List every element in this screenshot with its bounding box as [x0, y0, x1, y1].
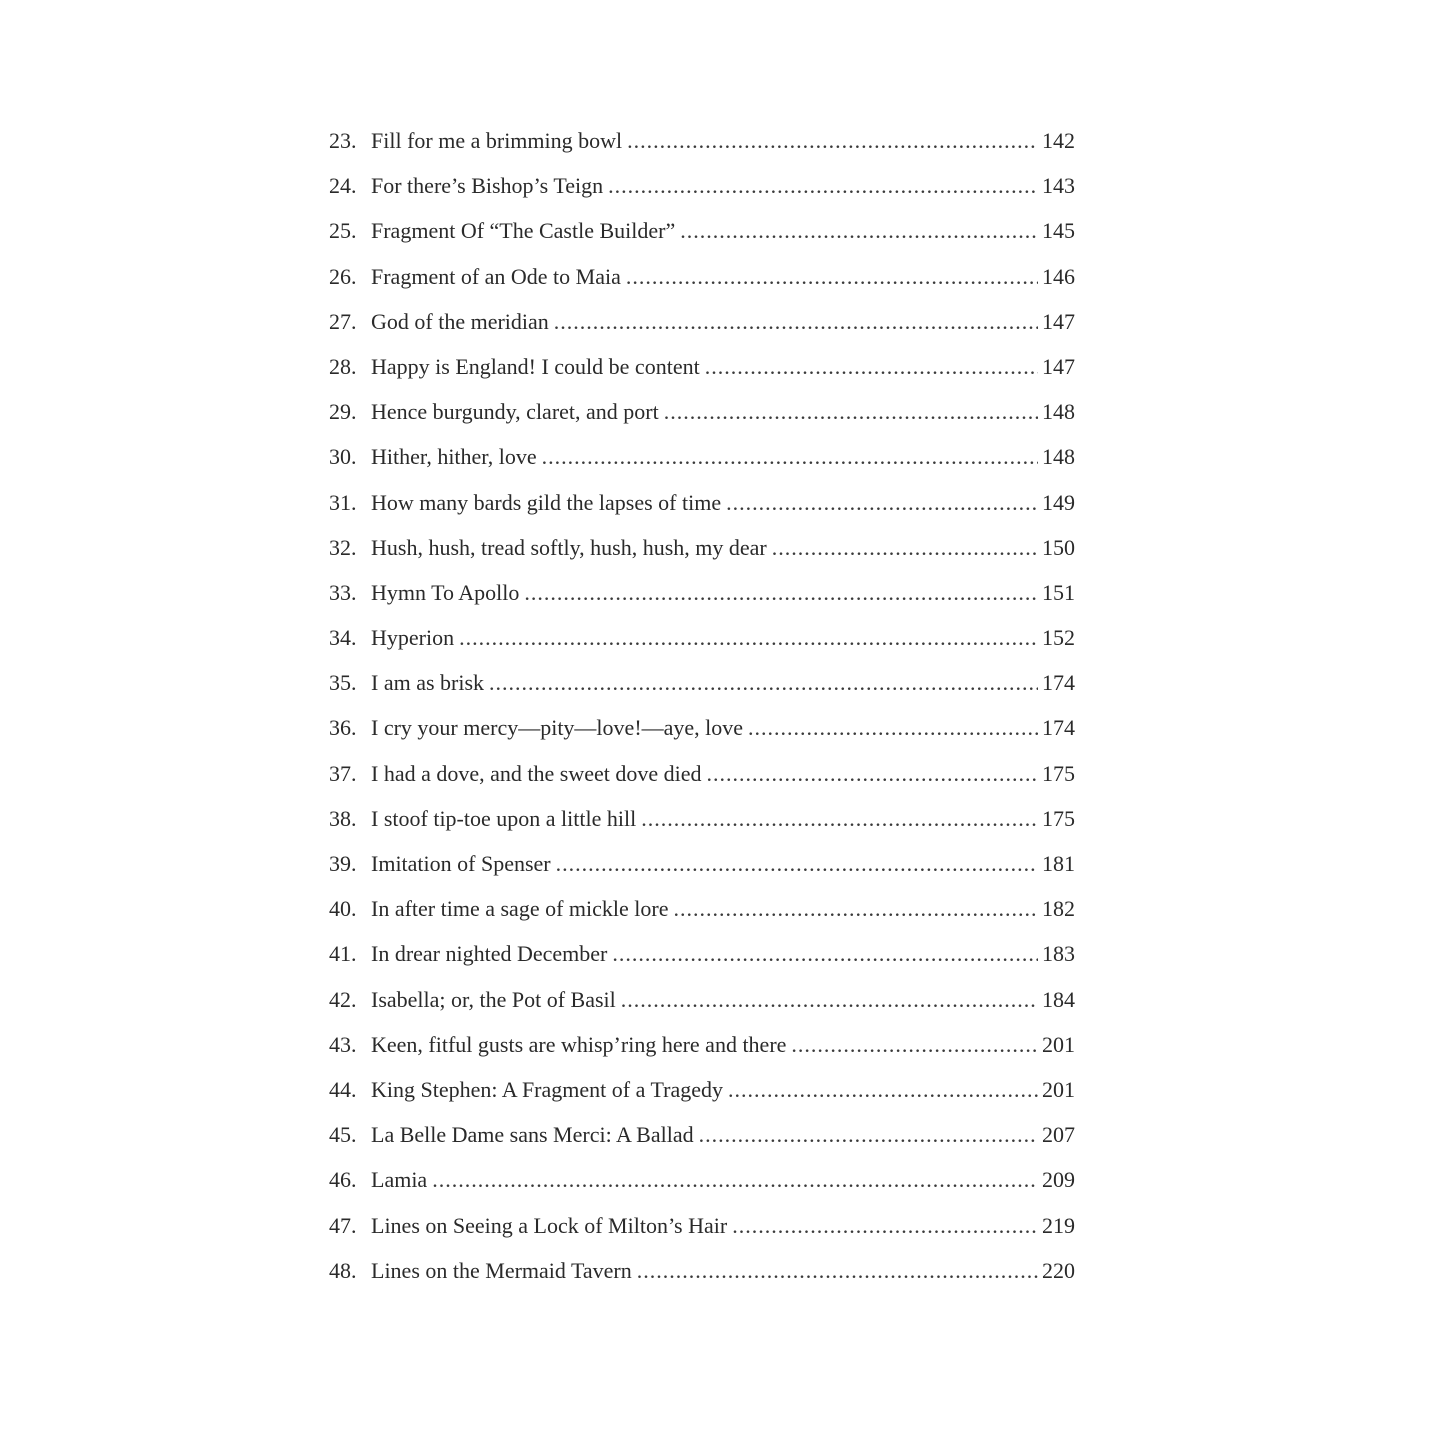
dot-leader: [726, 480, 1038, 525]
toc-entry: [329, 480, 1075, 525]
toc-entry: [329, 525, 1075, 570]
entry-title: La Belle Dame sans Merci: A Ballad: [371, 1122, 694, 1148]
toc-entry: [329, 1112, 1075, 1157]
entry-number: 37.: [329, 760, 357, 786]
dot-leader: [489, 660, 1038, 705]
entry-number: 24.: [329, 173, 357, 199]
entry-page-number: 182: [1042, 896, 1075, 922]
entry-page-number: 201: [1042, 1031, 1075, 1057]
toc-entry: [329, 615, 1075, 660]
entry-title: Happy is England! I could be content: [371, 353, 700, 379]
entry-page-number: 146: [1042, 263, 1075, 289]
entry-page-number: 175: [1042, 760, 1075, 786]
dot-leader: [699, 1112, 1038, 1157]
dot-leader: [791, 1022, 1038, 1067]
dot-leader: [459, 615, 1038, 660]
toc-entry: [329, 1248, 1075, 1293]
entry-title: Hymn To Apollo: [371, 579, 520, 605]
dot-leader: [680, 208, 1038, 253]
entry-page-number: 142: [1042, 128, 1075, 153]
dot-leader: [705, 344, 1038, 389]
entry-title: Fragment of an Ode to Maia: [371, 263, 621, 289]
entry-number: 36.: [329, 715, 357, 741]
entry-title: Hence burgundy, claret, and port: [371, 399, 659, 425]
entry-number: 25.: [329, 218, 357, 244]
entry-title: Lines on the Mermaid Tavern: [371, 1257, 632, 1283]
dot-leader: [732, 1203, 1038, 1248]
toc-entry: [329, 163, 1075, 208]
toc-entry: [329, 254, 1075, 299]
entry-title: In drear nighted December: [371, 941, 608, 967]
entry-number: 30.: [329, 444, 357, 470]
entry-title: I had a dove, and the sweet dove died: [371, 760, 702, 786]
toc-entry: [329, 796, 1075, 841]
toc-entry: [329, 1203, 1075, 1248]
dot-leader: [664, 389, 1038, 434]
entry-page-number: 149: [1042, 489, 1075, 515]
dot-leader: [707, 751, 1039, 796]
entry-number: 40.: [329, 896, 357, 922]
entry-page-number: 220: [1042, 1257, 1075, 1283]
entry-title: King Stephen: A Fragment of a Tragedy: [371, 1076, 723, 1102]
entry-page-number: 143: [1042, 173, 1075, 199]
entry-page-number: 174: [1042, 670, 1075, 696]
toc-entry: [329, 1157, 1075, 1202]
entry-number: 23.: [329, 128, 357, 153]
entry-page-number: 209: [1042, 1167, 1075, 1193]
entry-title: I am as brisk: [371, 670, 485, 696]
toc-entry: [329, 208, 1075, 253]
entry-number: 45.: [329, 1122, 357, 1148]
entry-page-number: 184: [1042, 986, 1075, 1012]
entry-number: 42.: [329, 986, 357, 1012]
toc-entry: [329, 1067, 1075, 1112]
entry-number: 48.: [329, 1257, 357, 1283]
entry-number: 46.: [329, 1167, 357, 1193]
toc-entry: [329, 389, 1075, 434]
entry-page-number: 151: [1042, 579, 1075, 605]
entry-page-number: 147: [1042, 353, 1075, 379]
toc-entry: [329, 570, 1075, 615]
entry-title: Lamia: [371, 1167, 428, 1193]
dot-leader: [641, 796, 1038, 841]
dot-leader: [524, 570, 1038, 615]
entry-page-number: 201: [1042, 1076, 1075, 1102]
entry-page-number: 175: [1042, 805, 1075, 831]
entry-number: 43.: [329, 1031, 357, 1057]
toc-entry: [329, 705, 1075, 750]
toc-entry: [329, 344, 1075, 389]
entry-title: Fill for me a brimming bowl: [371, 128, 623, 153]
entry-title: I cry your mercy—pity—love!—aye, love: [371, 715, 744, 741]
dot-leader: [673, 886, 1038, 931]
entry-number: 33.: [329, 579, 357, 605]
toc-entry: [329, 841, 1075, 886]
entry-number: 35.: [329, 670, 357, 696]
entry-number: 26.: [329, 263, 357, 289]
toc-entry: [329, 118, 1075, 163]
entry-number: 38.: [329, 805, 357, 831]
toc-entry: [329, 931, 1075, 976]
entry-title: Fragment Of “The Castle Builder”: [371, 218, 676, 244]
entry-title: In after time a sage of mickle lore: [371, 896, 669, 922]
entry-number: 28.: [329, 353, 357, 379]
toc-entry: [329, 299, 1075, 344]
entry-page-number: 148: [1042, 444, 1075, 470]
entry-title: Keen, fitful gusts are whisp’ring here and there: [371, 1031, 787, 1057]
entry-number: 34.: [329, 625, 357, 651]
entry-title: God of the meridian: [371, 308, 549, 334]
dot-leader: [554, 299, 1038, 344]
entry-title: Hush, hush, tread softly, hush, hush, my dear: [371, 534, 767, 560]
toc-entry: [329, 660, 1075, 705]
dot-leader: [626, 254, 1038, 299]
entry-page-number: 174: [1042, 715, 1075, 741]
dot-leader: [432, 1157, 1038, 1202]
entry-page-number: 207: [1042, 1122, 1075, 1148]
entry-number: 41.: [329, 941, 357, 967]
dot-leader: [542, 434, 1038, 479]
entry-page-number: 219: [1042, 1212, 1075, 1238]
entry-number: 32.: [329, 534, 357, 560]
entry-page-number: 145: [1042, 218, 1075, 244]
entry-number: 47.: [329, 1212, 357, 1238]
entry-page-number: 148: [1042, 399, 1075, 425]
dot-leader: [627, 118, 1038, 163]
entry-title: Isabella; or, the Pot of Basil: [371, 986, 616, 1012]
entry-title: I stoof tip-toe upon a little hill: [371, 805, 637, 831]
entry-number: 39.: [329, 851, 357, 876]
entry-number: 44.: [329, 1076, 357, 1102]
entry-title: How many bards gild the lapses of time: [371, 489, 722, 515]
entry-title: Hyperion: [371, 625, 455, 651]
dot-leader: [637, 1248, 1038, 1293]
entry-number: 29.: [329, 399, 357, 425]
dot-leader: [772, 525, 1038, 570]
entry-page-number: 150: [1042, 534, 1075, 560]
dot-leader: [748, 705, 1038, 750]
toc-entry: [329, 434, 1075, 479]
dot-leader: [556, 841, 1038, 886]
entry-title: Imitation of Spenser: [371, 851, 551, 876]
entry-page-number: 152: [1042, 625, 1075, 651]
entry-title: Hither, hither, love: [371, 444, 537, 470]
entry-title: Lines on Seeing a Lock of Milton’s Hair: [371, 1212, 728, 1238]
table-of-contents: [329, 118, 1075, 1293]
toc-entry: [329, 751, 1075, 796]
toc-entry: [329, 1022, 1075, 1067]
toc-entry: [329, 886, 1075, 931]
entry-page-number: 147: [1042, 308, 1075, 334]
toc-entry: [329, 977, 1075, 1022]
dot-leader: [608, 163, 1038, 208]
entry-title: For there’s Bishop’s Teign: [371, 173, 604, 199]
dot-leader: [612, 931, 1038, 976]
entry-page-number: 181: [1042, 851, 1075, 876]
dot-leader: [621, 977, 1038, 1022]
entry-number: 27.: [329, 308, 357, 334]
dot-leader: [728, 1067, 1038, 1112]
entry-page-number: 183: [1042, 941, 1075, 967]
entry-number: 31.: [329, 489, 357, 515]
